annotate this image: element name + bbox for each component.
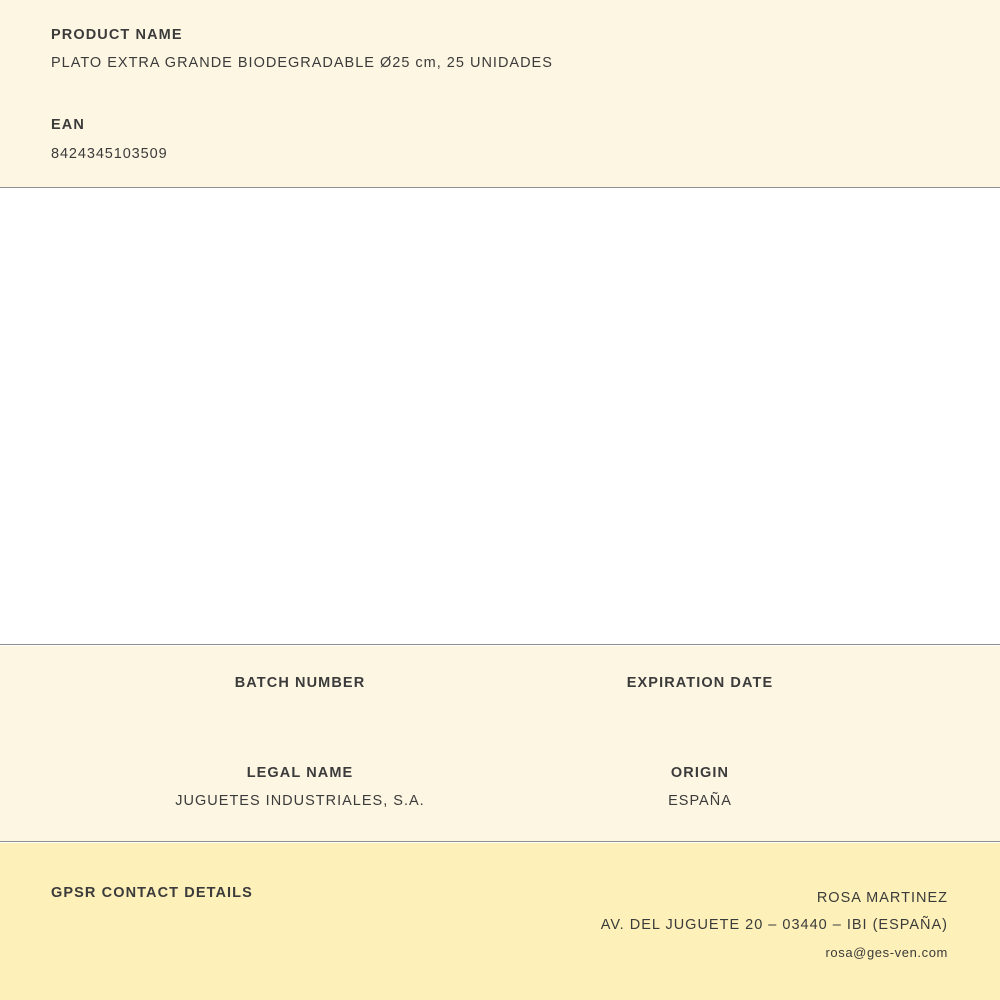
gpsr-contact-name: ROSA MARTINEZ (816, 890, 948, 906)
origin-label: ORIGIN (670, 765, 730, 781)
gpsr-contact-address: AV. DEL JUGUETE 20 – 03440 – IBI (ESPAÑA) (600, 917, 948, 933)
ean-label: EAN (51, 117, 85, 133)
gpsr-contact-label: GPSR CONTACT DETAILS (51, 885, 253, 901)
batch-legal-section (0, 646, 1000, 842)
legal-name-label: LEGAL NAME (246, 765, 354, 781)
blank-image-area (0, 189, 1000, 645)
batch-number-label: BATCH NUMBER (234, 675, 366, 691)
ean-value: 8424345103509 (51, 146, 168, 162)
gpsr-contact-block (601, 885, 948, 966)
gpsr-footer-section (0, 843, 1000, 1000)
legal-name-value: JUGUETES INDUSTRIALES, S.A. (175, 793, 425, 809)
origin-value: ESPAÑA (668, 793, 732, 809)
product-name-value: PLATO EXTRA GRANDE BIODEGRADABLE Ø25 cm, 25 UNIDADES (51, 55, 553, 71)
gpsr-contact-email: rosa@ges-ven.com (825, 945, 948, 960)
product-info-section (0, 0, 1000, 188)
product-name-label: PRODUCT NAME (51, 27, 183, 43)
expiration-date-label: EXPIRATION DATE (626, 675, 774, 691)
